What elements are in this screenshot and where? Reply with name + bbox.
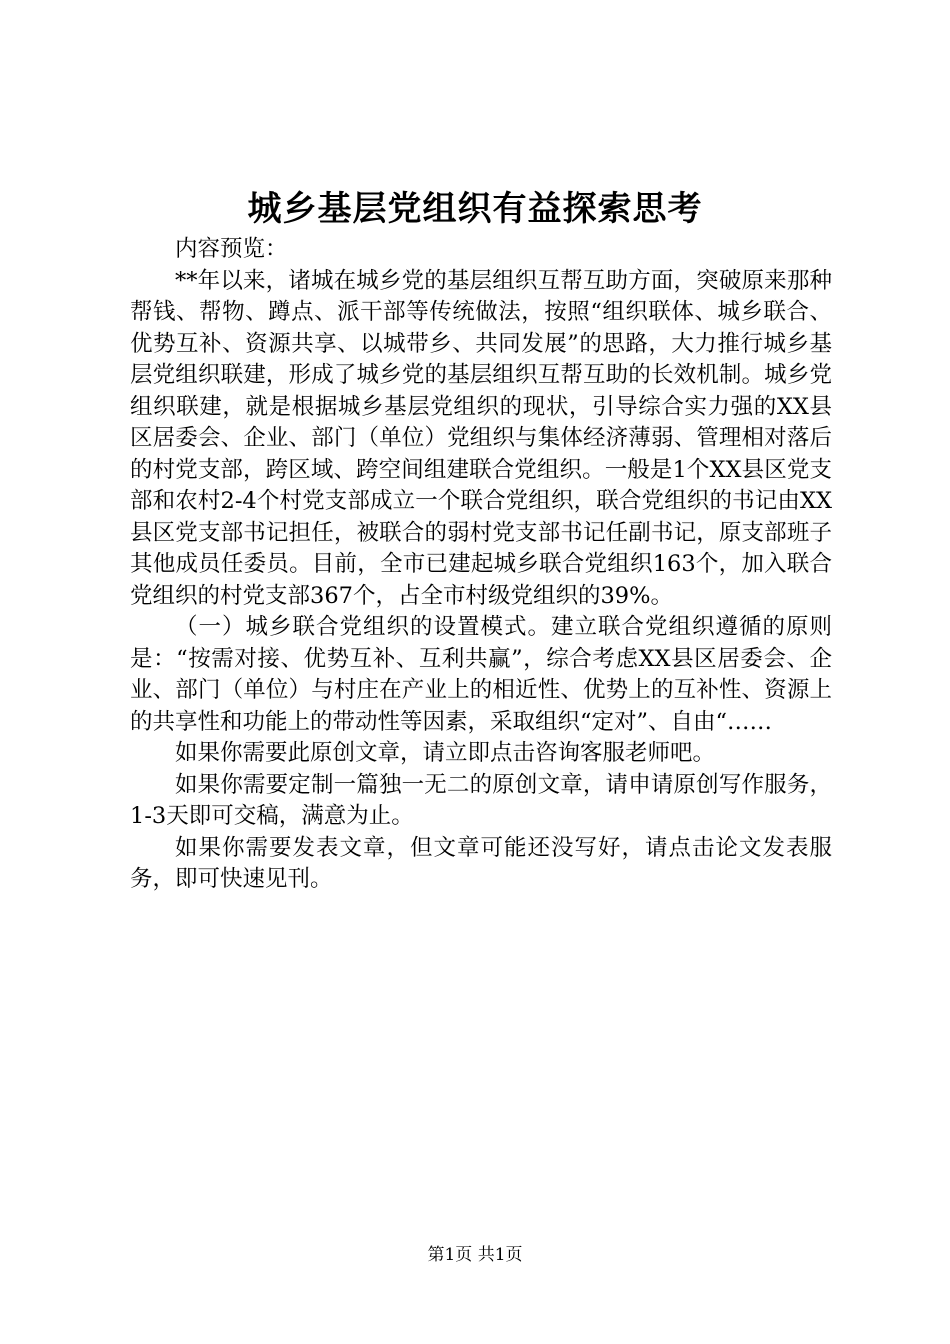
document-body — [130, 234, 832, 896]
promo-paragraph: 如果你需要此原创文章，请立即点击咨询客服老师吧。 — [175, 740, 716, 766]
body-paragraph: （一）城乡联合党组织的设置模式。建立联合党组织遵循的原则是：“按需对接、优势互补、互利共赢”，综合考虑XX县区居委会、企业、部门（单位）与村庄在产业上的相近性、优势上的互补性、资源上的共享性和功能上的带动性等因素，采取组织“定对”、自由“…… — [130, 614, 832, 735]
page-number-footer: 第1页 共1页 — [427, 1245, 523, 1265]
preview-label: 内容预览： — [175, 236, 288, 262]
body-paragraph: **年以来，诸城在城乡党的基层组织互帮互助方面，突破原来那种帮钱、帮物、蹲点、派干部等传统做法，按照“组织联体、城乡联合、优势互补、资源共享、以城带乡、共同发展”的思路，大力推行城乡基层党组织联建，形成了城乡党的基层组织互帮互助的长效机制。城乡党组织联建，就是根据城乡基层党组织的现状，引导综合实力强的XX县区居委会、企业、部门（单位）党组织与集体经济薄弱、管理相对落后的村党支部，跨区域、跨空间组建联合党组织。一般是1个XX县区党支部和农村2-4个村党支部成立一个联合党组织，联合党组织的书记由XX县区党支部书记担任，被联合的弱村党支部书记任副书记，原支部班子其他成员任委员。目前，全市已建起城乡联合党组织163个，加入联合党组织的村党支部367个，占全市村级党组织的39%。 — [130, 267, 832, 609]
document-title: 城乡基层党组织有益探索思考 — [247, 189, 703, 229]
promo-paragraph: 如果你需要发表文章，但文章可能还没写好，请点击论文发表服务，即可快速见刊。 — [130, 834, 832, 892]
promo-paragraph: 如果你需要定制一篇独一无二的原创文章，请申请原创写作服务，1-3天即可交稿，满意为止。 — [130, 771, 832, 829]
